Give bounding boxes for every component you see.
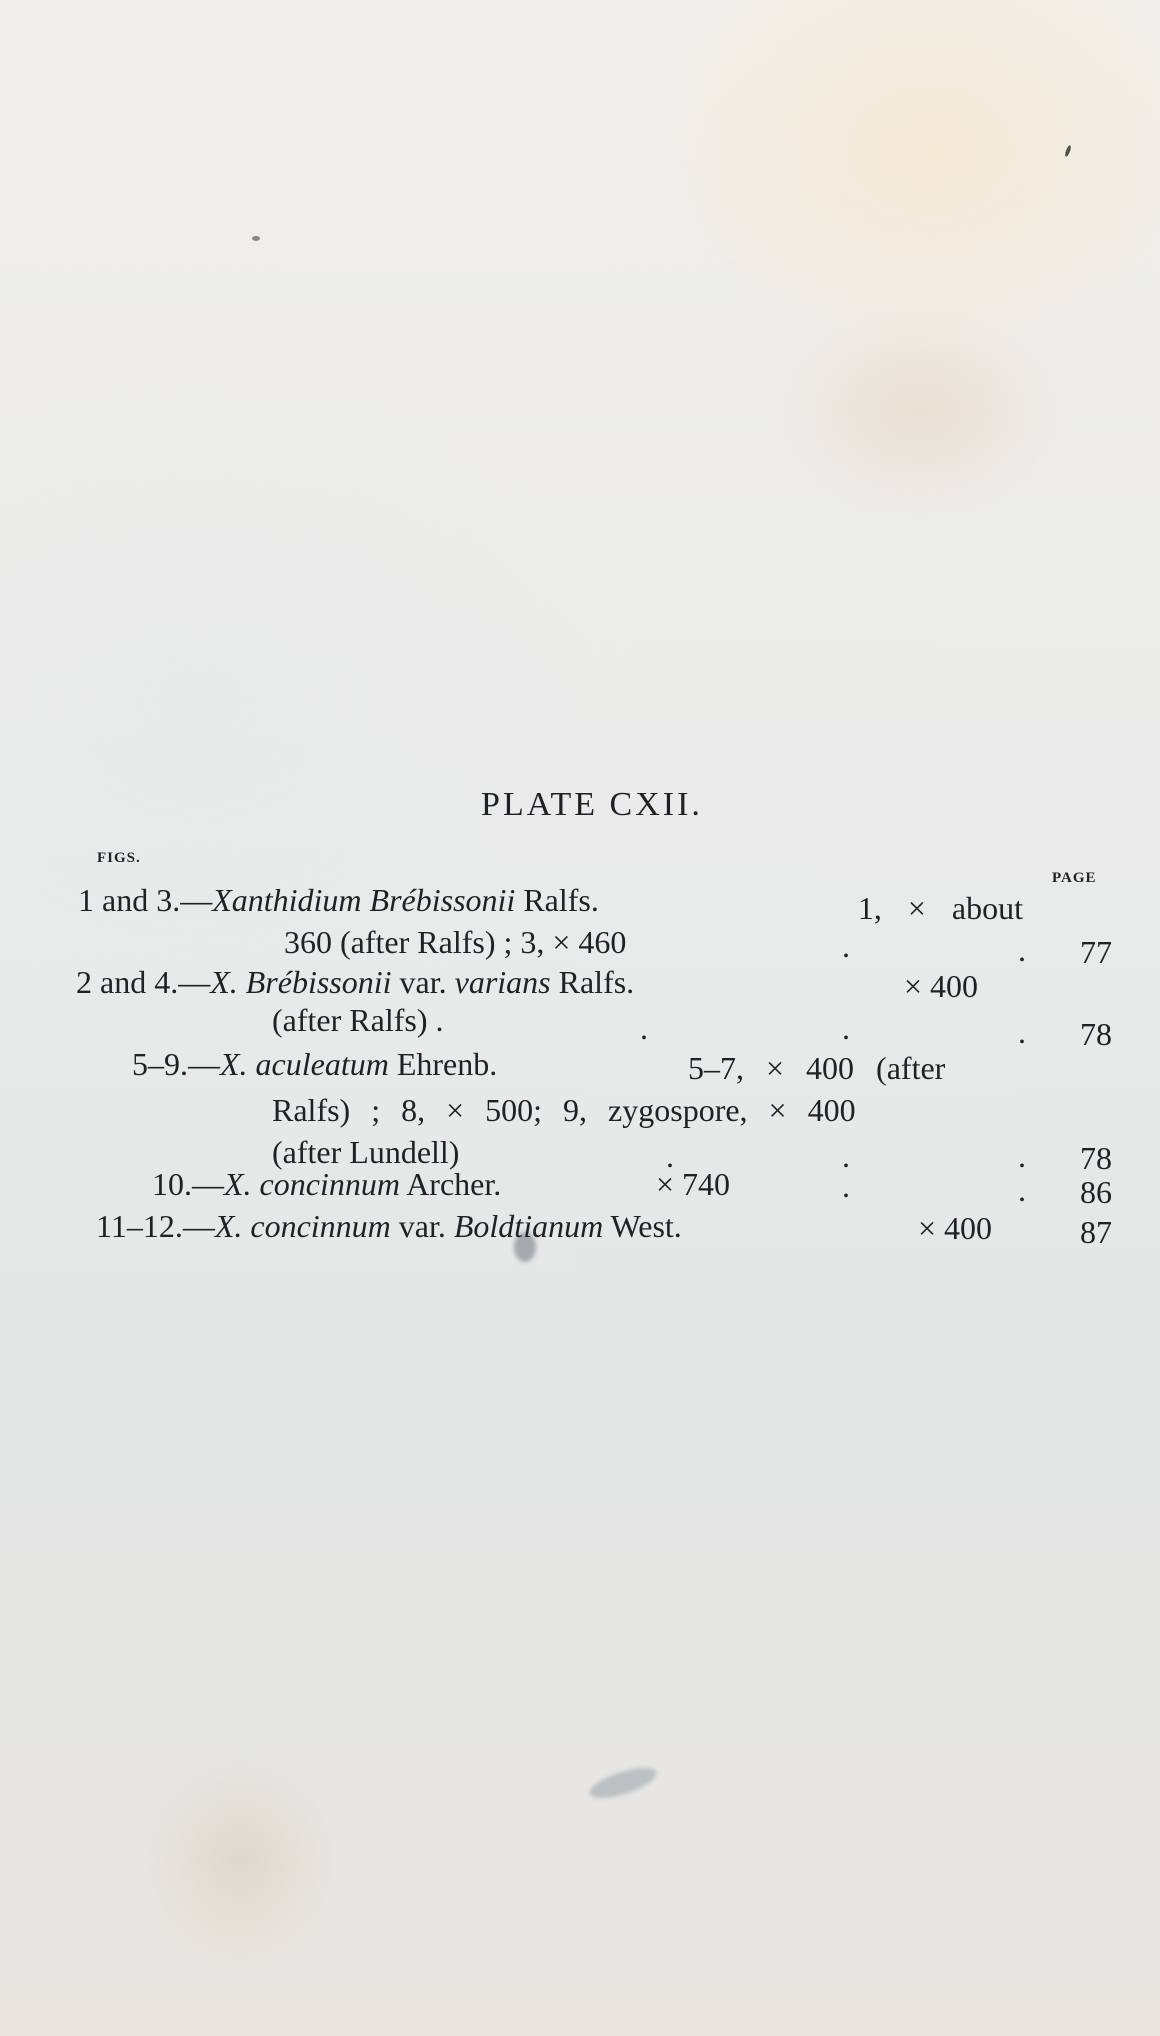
entry-3-page: 78 — [1080, 1140, 1112, 1176]
entry-figs: 11–12. — [96, 1208, 183, 1244]
entry-3-leader-2: . — [842, 1138, 850, 1174]
entry-authority: West. — [603, 1208, 682, 1244]
entry-figs: 10. — [152, 1166, 192, 1202]
entry-2-leader: . — [640, 1010, 648, 1046]
entry-authority: Archer. — [399, 1166, 502, 1202]
entry-3-detail-1: 5–7, × 400 (after — [688, 1050, 946, 1086]
entry-variety: Boldtianum — [453, 1208, 604, 1244]
entry-2-line-1 — [76, 962, 634, 1002]
entry-4-detail-1: × 740 — [656, 1166, 731, 1202]
entry-authority: Ehrenb. — [388, 1046, 498, 1082]
entry-5-page: 87 — [1080, 1214, 1112, 1250]
figs-column-label: FIGS. — [97, 850, 141, 866]
ink-smudge — [586, 1762, 659, 1805]
ink-speck — [1064, 145, 1072, 158]
entry-3-line-3: (after Lundell) — [272, 1134, 460, 1170]
entry-variety: varians — [454, 964, 551, 1000]
entry-var: var. — [391, 964, 455, 1000]
entry-2-detail-1: × 400 — [904, 968, 979, 1004]
entry-species: X. concinnum — [224, 1166, 400, 1202]
entry-2-leader-3: . — [1018, 1014, 1026, 1050]
plate-title: PLATE CXII. — [481, 786, 703, 823]
entry-1-leader: . — [842, 928, 850, 964]
entry-species: Xanthidium Brébissonii — [212, 882, 516, 918]
entry-4-page: 86 — [1080, 1174, 1112, 1210]
entry-2-page: 78 — [1080, 1016, 1112, 1052]
page-column-label: PAGE — [1052, 870, 1097, 886]
entry-3-line-2: Ralfs) ; 8, × 500; 9, zygospore, × 400 — [272, 1092, 856, 1128]
entry-2-line-2: (after Ralfs) . — [272, 1002, 444, 1038]
entry-authority: Ralfs. — [550, 964, 635, 1000]
entry-dash: — — [180, 882, 213, 918]
entry-dash: — — [188, 1046, 220, 1082]
entry-4-leader: . — [842, 1168, 850, 1204]
ink-speck — [252, 236, 260, 241]
entry-var: var. — [390, 1208, 454, 1244]
entry-authority: Ralfs. — [515, 882, 599, 918]
entry-4-leader-2: . — [1018, 1172, 1026, 1208]
entry-species: X. aculeatum — [220, 1046, 389, 1082]
entry-1-detail-1: 1, × about — [857, 890, 1023, 926]
entry-1-page: 77 — [1080, 934, 1112, 970]
entry-figs: 2 and 4. — [76, 964, 179, 1000]
entry-species: X. concinnum — [214, 1208, 391, 1244]
entry-3-leader: . — [666, 1138, 674, 1174]
entry-dash: — — [178, 964, 211, 1000]
entry-1-line-2: 360 (after Ralfs) ; 3, × 460 — [284, 924, 627, 960]
entry-5-detail-1: × 400 — [918, 1210, 993, 1246]
entry-1-line-1 — [78, 880, 599, 920]
entry-3-leader-3: . — [1018, 1138, 1026, 1174]
entry-5-line-1 — [96, 1206, 682, 1246]
entry-dash: — — [192, 1166, 224, 1202]
entry-figs: 1 and 3. — [78, 882, 181, 918]
entry-figs: 5–9. — [132, 1046, 188, 1082]
entry-4-line-1 — [152, 1164, 501, 1204]
entry-species: X. Brébissonii — [210, 964, 392, 1000]
entry-1-leader-2: . — [1018, 932, 1026, 968]
entry-dash: — — [182, 1208, 215, 1244]
entry-2-leader-2: . — [842, 1010, 850, 1046]
entry-3-line-1 — [132, 1044, 497, 1084]
